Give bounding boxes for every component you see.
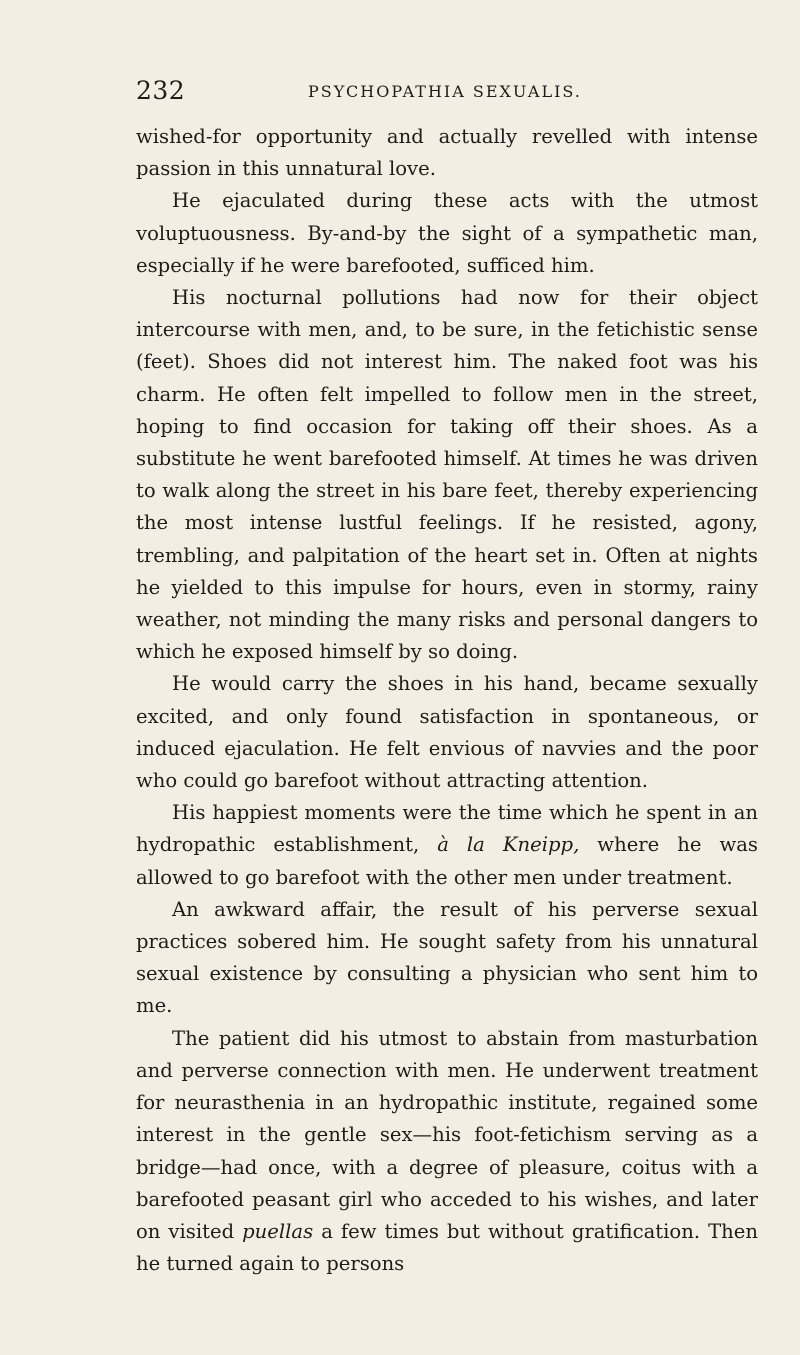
paragraph-text: An awkward affair, the result of his perverse sexual practices sobered him. He sought safety from his unnatural sexual existence by consulting a physician who sent him to me.	[136, 897, 758, 1018]
page-number: 232	[136, 76, 186, 105]
paragraph	[136, 1023, 758, 1281]
paragraph-text: His nocturnal pollutions had now for their object intercourse with men, and, to be sure, in the fetichistic sense (feet). Shoes did not interest him. The naked foot was his charm. He often felt impelled to follow men in the street, hoping to find occasion for taking off their shoes. As a substitute he went barefooted himself. At times he was driven to walk along the street in his bare feet, thereby experiencing the most intense lustful feelings. If he resisted, agony, trembling, and palpitation of the heart set in. Often at nights he yielded to this impulse for hours, even in stormy, rainy weather, not minding the many risks and personal dangers to which he exposed himself by so doing.	[136, 286, 758, 664]
italic-text: puellas	[242, 1219, 314, 1243]
running-head: PSYCHOPATHIA SEXUALIS.	[308, 82, 582, 101]
paragraph-text: wished-for opportunity and actually revelled with intense passion in this unnatural love.	[136, 125, 758, 181]
body-text	[136, 121, 758, 1280]
paragraph-text: He ejaculated during these acts with the utmost voluptuousness. By-and-by the sight of a sympathetic man, especially if he were barefooted, sufficed him.	[136, 189, 758, 277]
paragraph	[136, 282, 758, 668]
italic-text: à la Kneipp,	[437, 833, 580, 857]
paragraph	[136, 894, 758, 1023]
paragraph	[136, 668, 758, 797]
paragraph-text: His happiest moments were the time which he spent in an hydropathic establishment,	[136, 801, 758, 857]
paragraph	[136, 185, 758, 282]
page-header	[136, 76, 756, 106]
paragraph	[136, 121, 758, 185]
paragraph-text: He would carry the shoes in his hand, became sexually excited, and only found satisfaction in spontaneous, or induced ejaculation. He felt envious of navvies and the poor who could go barefoot without attracting attention.	[136, 672, 758, 793]
paragraph-text: a few times but without gratification. Then he turned again to persons	[136, 1219, 758, 1276]
paragraph-text: The patient did his utmost to abstain from masturbation and perverse connection with men. He underwent treatment for neurasthenia in an hydropathic institute, regained some interest in the gentle sex—his foot-fetichism serving as a bridge—had once, with a degree of pleasure, coitus with a barefooted peasant girl who acceded to his wishes, and later on visited	[136, 1026, 758, 1243]
paragraph	[136, 797, 758, 894]
paragraph-text: where he was allowed to go barefoot with the other men under treatment.	[136, 833, 758, 889]
